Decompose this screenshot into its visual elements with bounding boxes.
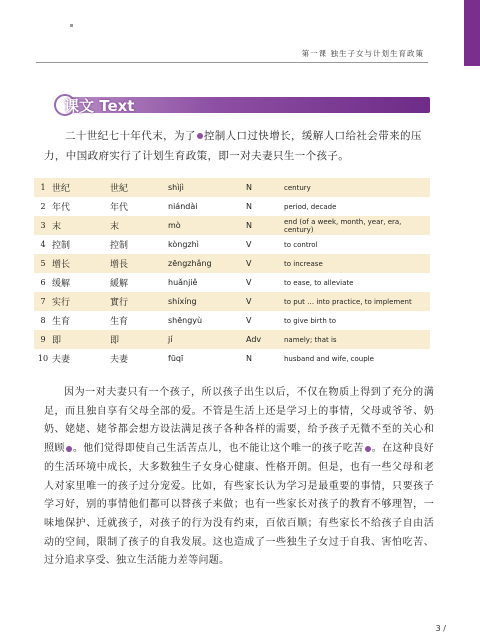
vocab-english: to put … into practice, to implement	[284, 292, 430, 311]
vocab-row	[34, 273, 430, 292]
vocab-number: 3	[34, 216, 52, 235]
running-header: 第一课 独生子女与计划生育政策	[301, 49, 424, 58]
vocab-simplified: 年代	[52, 197, 110, 216]
vocab-part-of-speech: N	[246, 216, 284, 235]
intro-text-1: 二十世纪七十年代末，为了	[65, 130, 196, 142]
vocab-number: 6	[34, 273, 52, 292]
vocab-row	[34, 330, 430, 349]
header-rule	[36, 62, 428, 63]
vocab-number: 10	[34, 349, 52, 368]
vocab-simplified: 实行	[52, 292, 110, 311]
vocab-pinyin: niándài	[168, 197, 246, 216]
vocab-traditional: 年代	[110, 197, 168, 216]
vocab-row	[34, 197, 430, 216]
intro-text-2: 控制人口过快增长，缓解人口给社会带来的压力，中国政府实行了计划生育政策，即一对夫妻只生一个孩子。	[44, 130, 422, 162]
vocab-row	[34, 235, 430, 254]
vocab-row	[34, 216, 430, 235]
vocab-english: end (of a week, month, year, era, century)	[284, 216, 430, 235]
vocab-simplified: 即	[52, 330, 110, 349]
note-marker-icon	[66, 446, 72, 452]
vocab-simplified: 末	[52, 216, 110, 235]
vocab-simplified: 控制	[52, 235, 110, 254]
vocab-pinyin: shìjì	[168, 178, 246, 197]
vocab-simplified: 缓解	[52, 273, 110, 292]
body-text-3: 。在这种良好的生活环境中成长，大多数独生子女身心健康、性格开朗。但是，也有一些父母和老人对家里唯一的孩子过分宠爱。比如，有些家长认为学习是最重要的事情，只要孩子学习好，别的事情他们都可以替孩子来做；也有一些家长对孩子的教育不够理智，一味地保护、迁就孩子，对孩子的行为没有约束，百依百顺；有些家长不给孩子自由活动的空间，限制了孩子的自我发展。这也造成了一些独生子女过于自我、害怕吃苦、过分追求享受、独立生活能力差等问题。	[44, 443, 434, 567]
body-paragraph	[44, 384, 434, 571]
vocab-part-of-speech: N	[246, 349, 284, 368]
vocab-part-of-speech: N	[246, 197, 284, 216]
vocab-part-of-speech: Adv	[246, 330, 284, 349]
section-banner	[54, 94, 430, 116]
note-marker-icon	[365, 446, 371, 452]
body-text-1: 因为一对夫妻只有一个孩子，所以孩子出生以后，不仅在物质上得到了充分的满足，而且独自享有父母全部的爱。不管是生活上还是学习上的事情，父母或爷爷、奶奶、姥姥、姥爷都会想方设法满足孩子各种各样的需要，给予孩子无微不至的关心和照顾	[44, 387, 434, 455]
vocab-english: to control	[284, 235, 430, 254]
vocab-number: 8	[34, 311, 52, 330]
vocab-traditional: 末	[110, 216, 168, 235]
vocab-row	[34, 349, 430, 368]
vocab-pinyin: huǎnjiě	[168, 273, 246, 292]
vocabulary-table	[34, 178, 430, 368]
vocab-row	[34, 292, 430, 311]
vocab-part-of-speech: V	[246, 235, 284, 254]
vocab-pinyin: zēngzhǎng	[168, 254, 246, 273]
vocab-pinyin: shíxíng	[168, 292, 246, 311]
vocab-pinyin: fūqī	[168, 349, 246, 368]
vocab-simplified: 夫妻	[52, 349, 110, 368]
vocab-number: 9	[34, 330, 52, 349]
vocab-traditional: 生育	[110, 311, 168, 330]
vocab-number: 5	[34, 254, 52, 273]
vocab-simplified: 增长	[52, 254, 110, 273]
vocab-traditional: 實行	[110, 292, 168, 311]
note-marker-icon	[197, 133, 203, 139]
vocab-english: namely; that is	[284, 330, 430, 349]
intro-paragraph	[44, 126, 434, 166]
vocab-number: 1	[34, 178, 52, 197]
vocab-row	[34, 311, 430, 330]
vocab-english: century	[284, 178, 430, 197]
vocab-pinyin: mò	[168, 216, 246, 235]
vocab-part-of-speech: V	[246, 292, 284, 311]
vocab-english: husband and wife, couple	[284, 349, 430, 368]
corner-mark	[70, 24, 73, 27]
chapter-tab	[464, 0, 480, 66]
vocab-part-of-speech: N	[246, 178, 284, 197]
vocab-simplified: 世纪	[52, 178, 110, 197]
vocab-traditional: 即	[110, 330, 168, 349]
section-title: 课文 Text	[64, 97, 135, 115]
vocab-row	[34, 254, 430, 273]
vocab-number: 4	[34, 235, 52, 254]
vocab-simplified: 生育	[52, 311, 110, 330]
vocab-traditional: 控制	[110, 235, 168, 254]
vocab-number: 7	[34, 292, 52, 311]
vocab-number: 2	[34, 197, 52, 216]
vocab-english: to ease, to alleviate	[284, 273, 430, 292]
vocab-pinyin: shēngyù	[168, 311, 246, 330]
vocab-part-of-speech: V	[246, 311, 284, 330]
vocab-pinyin: jí	[168, 330, 246, 349]
vocab-pinyin: kòngzhì	[168, 235, 246, 254]
vocab-traditional: 夫妻	[110, 349, 168, 368]
page-number: 3 /	[435, 624, 446, 633]
vocab-english: period, decade	[284, 197, 430, 216]
vocab-part-of-speech: V	[246, 254, 284, 273]
vocab-part-of-speech: V	[246, 273, 284, 292]
vocab-row	[34, 178, 430, 197]
vocab-traditional: 緩解	[110, 273, 168, 292]
vocab-traditional: 世紀	[110, 178, 168, 197]
vocab-traditional: 增長	[110, 254, 168, 273]
vocab-english: to increase	[284, 254, 430, 273]
body-text-2: 。他们觉得即使自己生活苦点儿，也不能让这个唯一的孩子吃苦	[72, 443, 364, 455]
vocab-english: to give birth to	[284, 311, 430, 330]
